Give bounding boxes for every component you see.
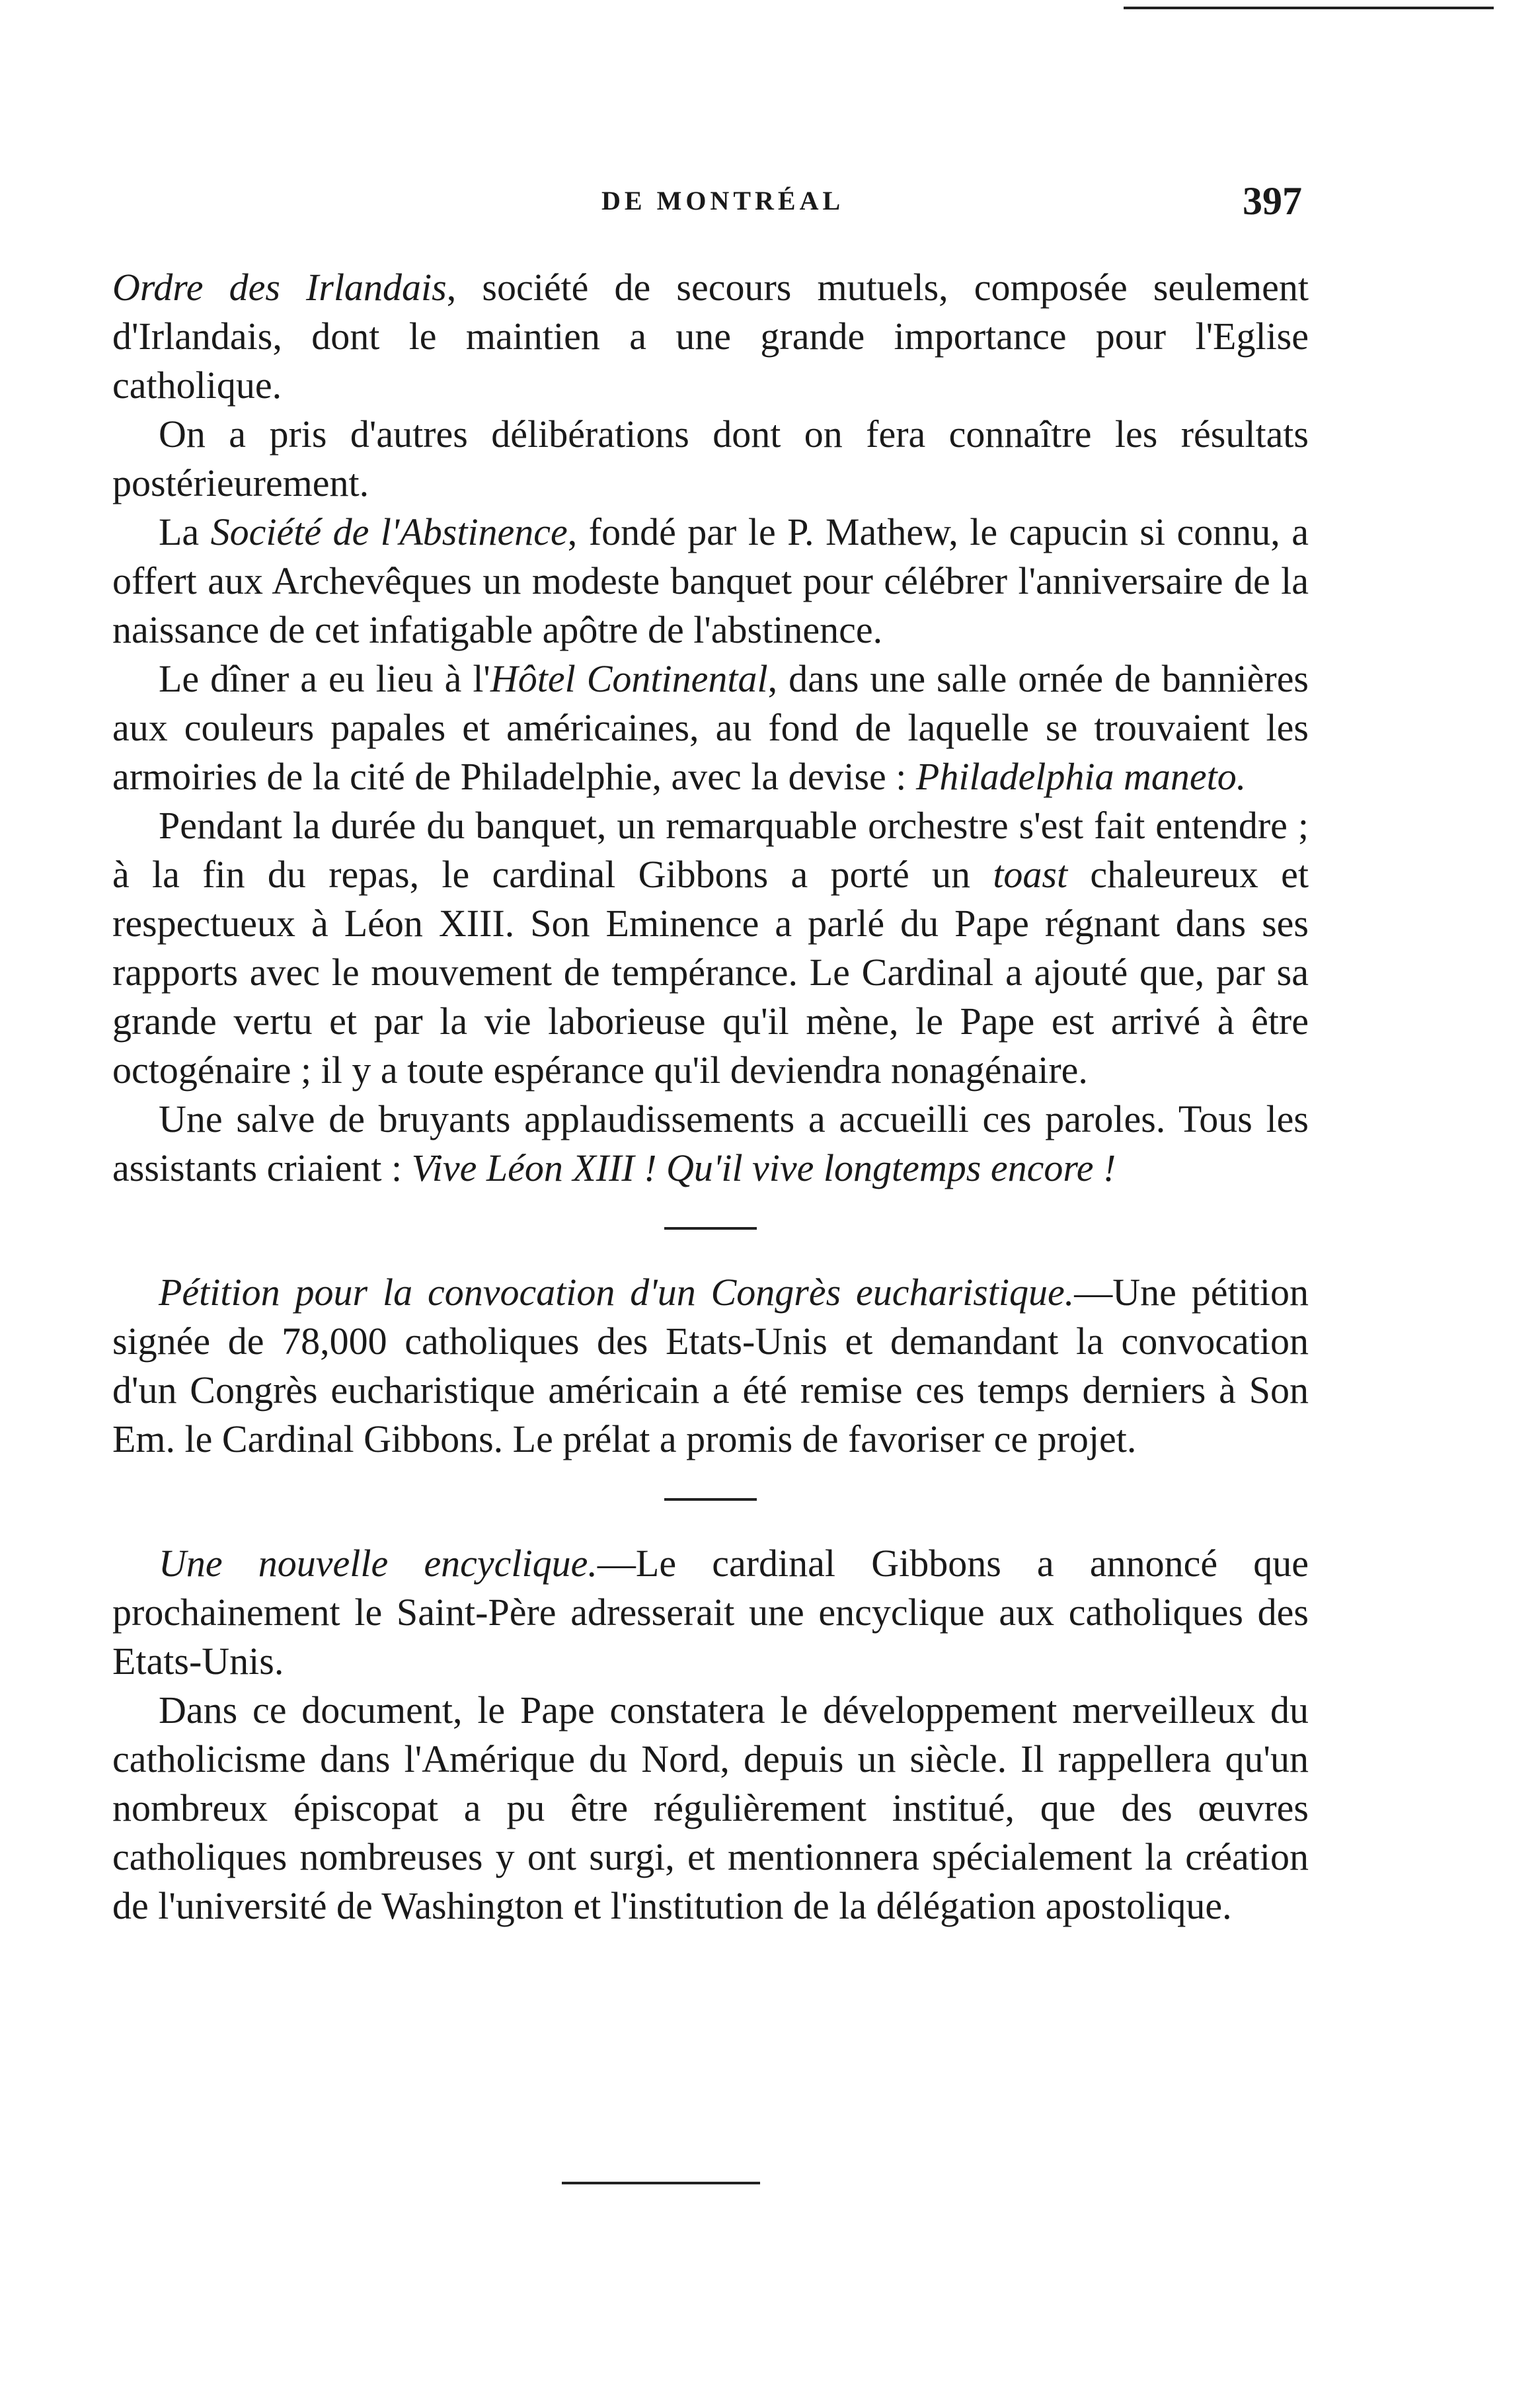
dinner-lead: Le dîner a eu lieu à l' [159,657,490,700]
encyclical-heading: Une nouvelle encyclique. [159,1542,597,1585]
encyclical-text: —Le cardinal Gibbons a annoncé que prochainement le Saint-Père adresserait une encyclique aux catholiques des Etats-Unis. [112,1542,1309,1683]
document-text: Dans ce document, le Pape constatera le développement merveilleux du catholicisme dans l'Amérique du Nord, depuis un siècle. Il rappellera qu'un nombreux épiscopat a pu être régulièrement institué, que des œuvres catholiques nombreuses y ont surgi, et mentionnera spécialement la création de l'université de Washington et l'institution de la délégation apostolique. [112,1689,1309,1927]
applause-text: Une salve de bruyants applaudissements a accueilli ces paroles. Tous les assistants criaient : [112,1097,1309,1189]
page-body [112,263,1309,1930]
irish-order-title: Ordre des Irlandais [112,266,447,309]
motto: Philadelphia maneto. [915,755,1247,798]
page-header [112,179,1302,231]
banquet-text: chaleureux et respectueux à Léon XIII. Son Eminence a parlé du Pape régnant dans ses rapports avec le mouvement de tempérance. Le Cardinal a ajouté que, par sa grande vertu et par la vie laborieuse qu'il mène, le Pape est arrivé à être octogénaire ; il y a toute espérance qu'il deviendra nonagénaire. [112,853,1309,1092]
paragraph-deliberations [112,410,1309,508]
hotel-name: Hôtel Continental [490,657,768,700]
section-divider [664,1227,757,1230]
petition-text: —Une pétition signée de 78,000 catholiques des Etats-Unis et demandant la convocation d'un Congrès eucharistique américain a été remise ces temps derniers à Son Em. le Cardinal Gibbons. Le prélat a promis de favoriser ce projet. [112,1271,1309,1460]
toast-word: toast [993,853,1068,896]
paragraph-encyclical [112,1539,1309,1686]
acclamation: Vive Léon XIII ! Qu'il vive longtemps encore ! [411,1146,1116,1189]
paragraph-applause [112,1095,1309,1193]
deliberations-text: On a pris d'autres délibérations dont on fera connaître les résultats postérieurement. [112,413,1309,504]
paragraph-document [112,1686,1309,1930]
abstinence-society-name: Société de l'Abstinence [210,510,568,553]
abstinence-text: , fondé par le P. Mathew, le capucin si connu, a offert aux Archevêques un modeste banquet pour célébrer l'anniversaire de la naissance de cet infatigable apôtre de l'abstinence. [112,510,1309,651]
paragraph-dinner [112,655,1309,801]
petition-heading: Pétition pour la convocation d'un Congrès eucharistique. [159,1271,1075,1314]
banquet-lead: Pendant la durée du banquet, un remarquable orchestre s'est fait entendre ; à la fin du repas, le cardinal Gibbons a porté un [112,804,1309,896]
paragraph-irish-order [112,263,1309,410]
end-rule [562,2182,760,2184]
irish-order-text: , société de secours mutuels, composée seulement d'Irlandais, dont le maintien a une grande importance pour l'Eglise catholique. [112,266,1309,407]
paragraph-petition [112,1268,1309,1464]
page-number: 397 [1243,179,1302,223]
paragraph-banquet [112,801,1309,1095]
abstinence-lead: La [159,510,211,553]
section-divider [664,1498,757,1501]
dinner-text: , dans une salle ornée de bannières aux couleurs papales et américaines, au fond de laquelle se trouvaient les armoiries de la cité de Philadelphie, avec la devise : [112,657,1309,798]
paragraph-abstinence-society [112,508,1309,655]
top-rule [1124,7,1494,9]
running-head: DE MONTRÉAL [601,186,845,216]
